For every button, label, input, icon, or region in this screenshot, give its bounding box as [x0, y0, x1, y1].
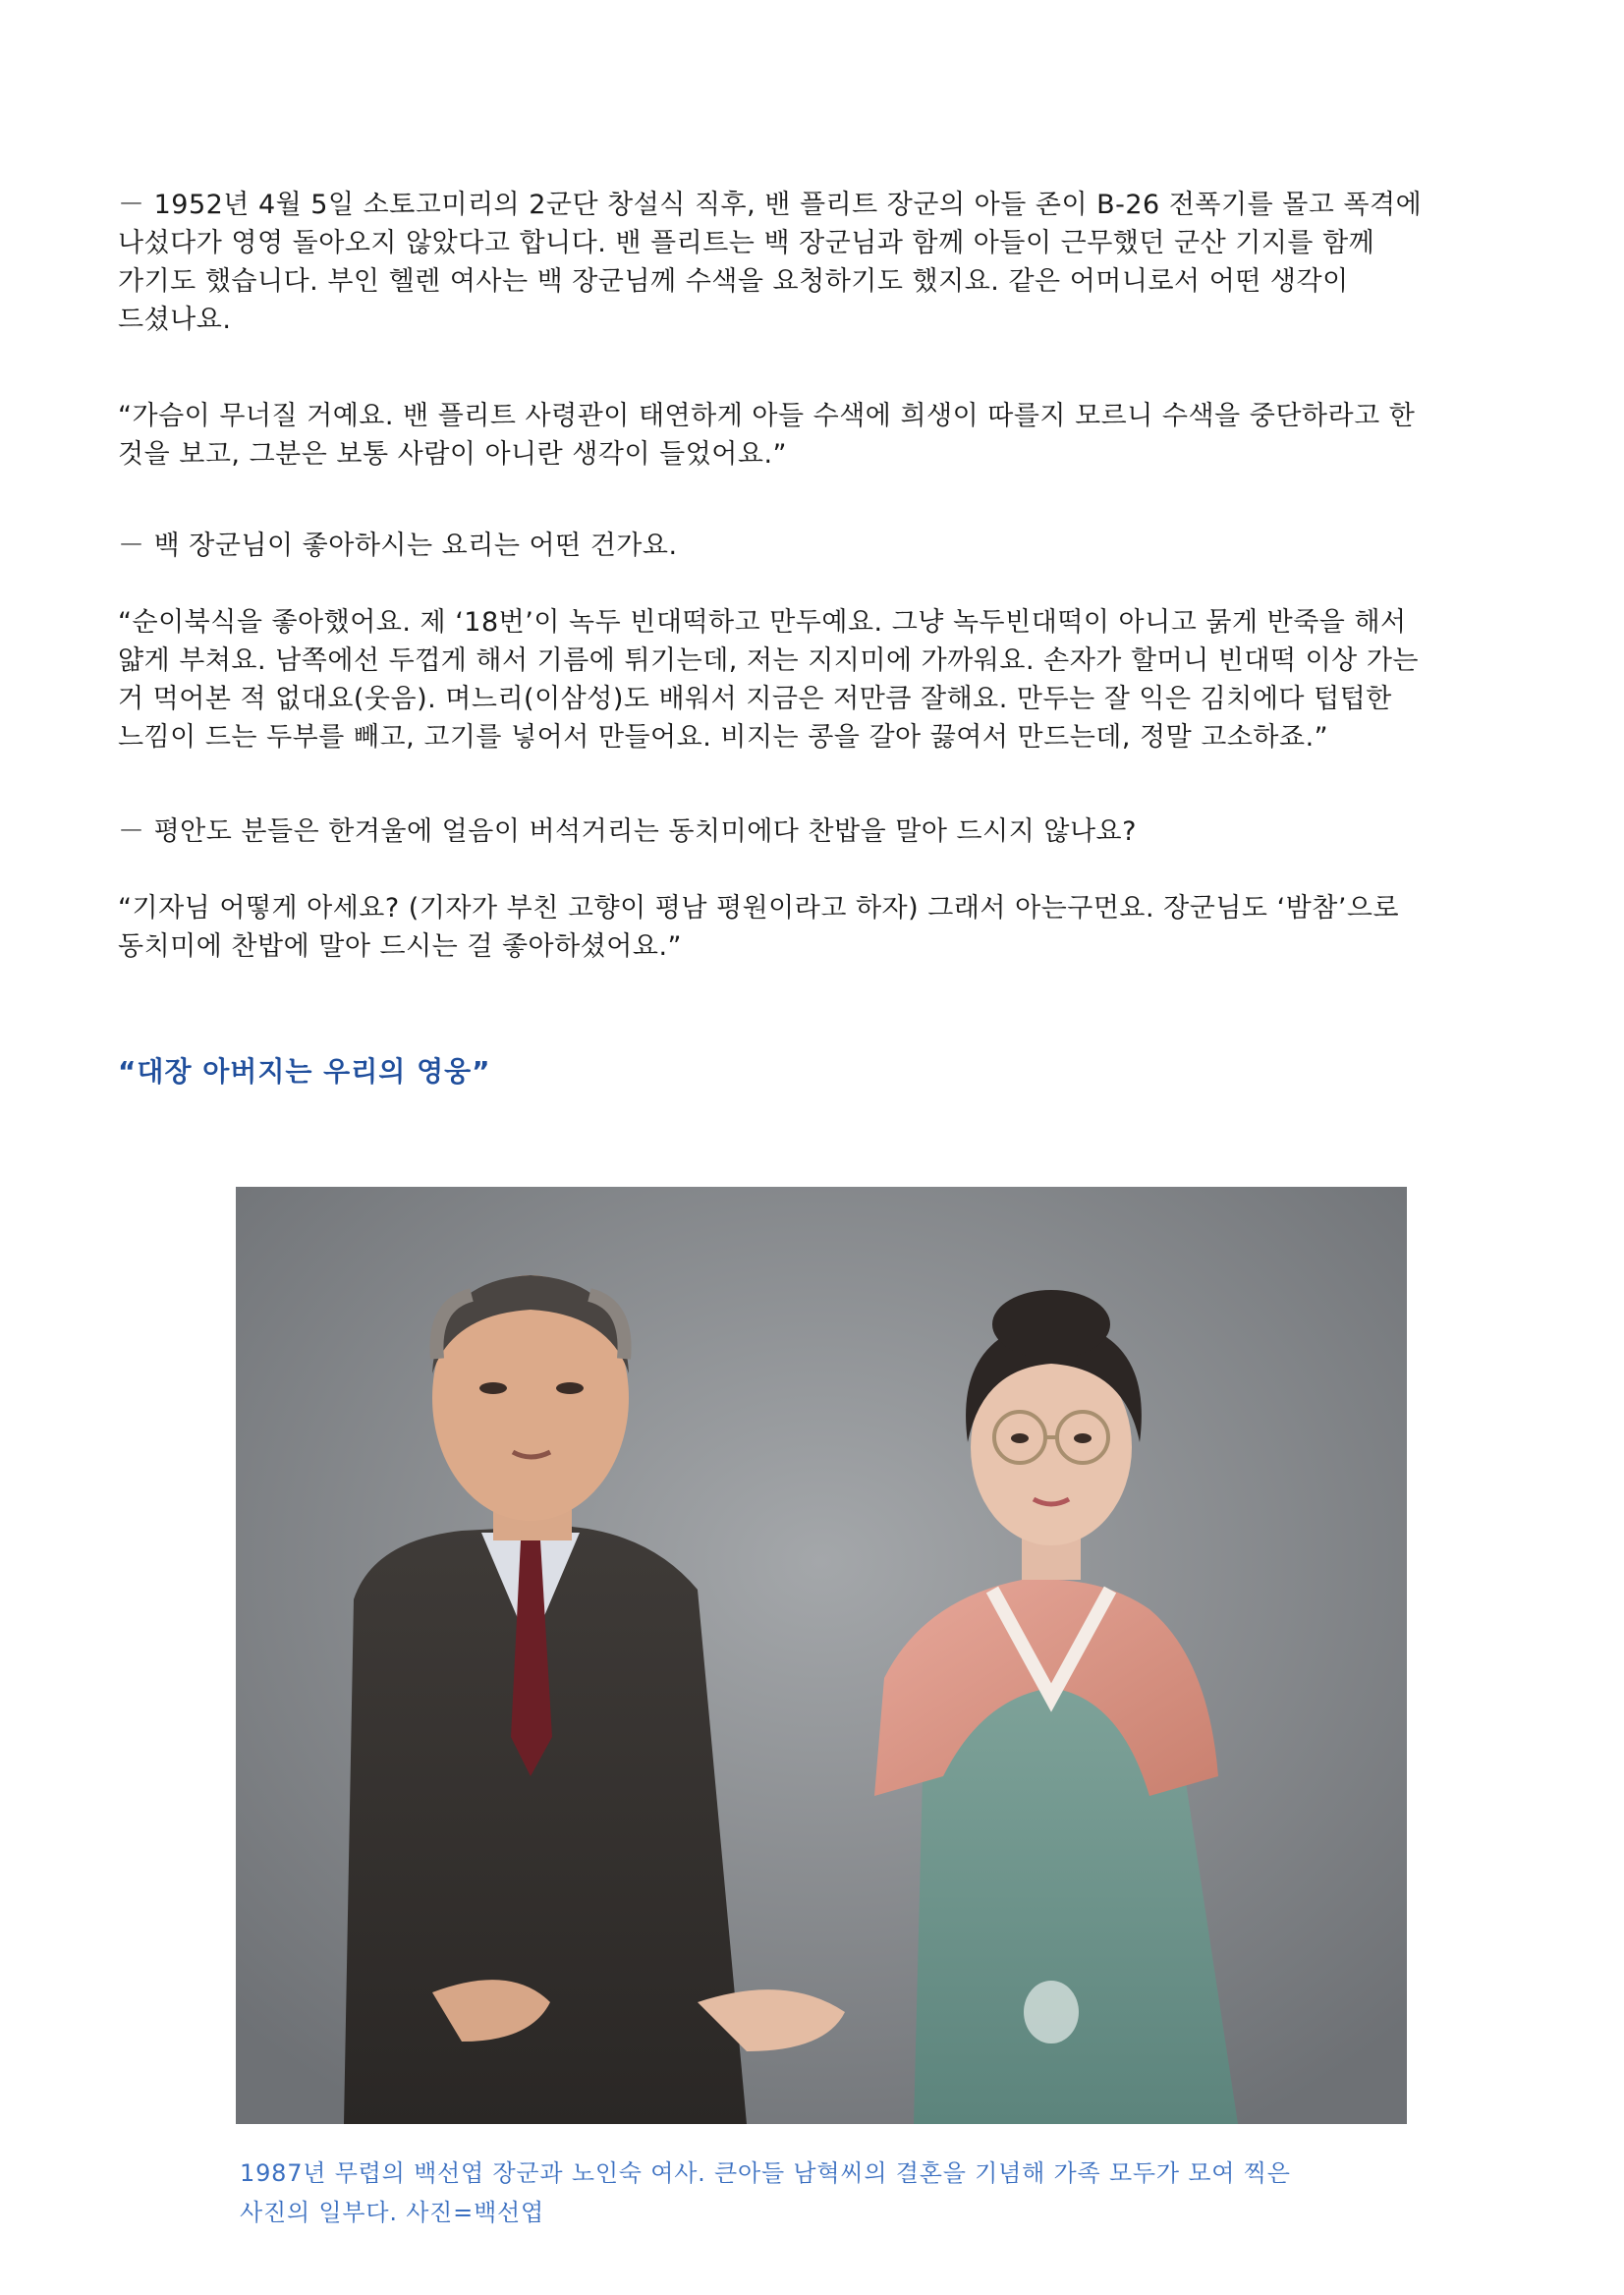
text-line: － 1952년 4월 5일 소토고미리의 2군단 창설식 직후, 밴 플리트 장군의 아들 존이 B-26 전폭기를 몰고 폭격에 [118, 190, 1423, 220]
portrait-illustration [236, 1187, 1407, 2124]
text-line: 나섰다가 영영 돌아오지 않았다고 합니다. 밴 플리트는 백 장군님과 함께 아들이 근무했던 군산 기지를 함께 [118, 228, 1375, 258]
text-line: － 평안도 분들은 한겨울에 얼음이 버석거리는 동치미에다 찬밥을 말아 드시지 않나요? [118, 816, 1137, 847]
couple-portrait-photo [236, 1187, 1407, 2124]
text-line: 드셨나요. [118, 305, 232, 335]
section-heading: “대장 아버지는 우리의 영웅” [118, 1055, 491, 1088]
text-line: “기자님 어떻게 아세요? (기자가 부친 고향이 평남 평원이라고 하자) 그래서 아는구먼요. 장군님도 ‘밤참’으로 [118, 893, 1400, 924]
text-line: － 백 장군님이 좋아하시는 요리는 어떤 건가요. [118, 531, 678, 561]
text-line: 느낌이 드는 두부를 빼고, 고기를 넣어서 만들어요. 비지는 콩을 갈아 끓여서 만드는데, 정말 고소하죠.” [118, 722, 1329, 753]
text-line: 얇게 부쳐요. 남쪽에선 두껍게 해서 기름에 튀기는데, 저는 지지미에 가까워요. 손자가 할머니 빈대떡 이상 가는 [118, 645, 1420, 676]
photo-caption [240, 2154, 1419, 2232]
question-paragraph-3 [118, 812, 1513, 851]
answer-paragraph-1 [118, 397, 1513, 474]
text-line: 가기도 했습니다. 부인 헬렌 여사는 백 장군님께 수색을 요청하기도 했지요. 같은 어머니로서 어떤 생각이 [118, 266, 1349, 297]
caption-line: 사진의 일부다. 사진=백선엽 [240, 2199, 545, 2226]
answer-paragraph-3 [118, 889, 1513, 966]
text-line: 동치미에 찬밥에 말아 드시는 걸 좋아하셨어요.” [118, 931, 683, 962]
text-line: “가슴이 무너질 거예요. 밴 플리트 사령관이 태연하게 아들 수색에 희생이 따를지 모르니 수색을 중단하라고 한 [118, 401, 1416, 431]
question-paragraph-2 [118, 527, 1513, 565]
caption-line: 1987년 무렵의 백선엽 장군과 노인숙 여사. 큰아들 남혁씨의 결혼을 기념해 가족 모두가 모여 찍은 [240, 2159, 1291, 2187]
text-line: 것을 보고, 그분은 보통 사람이 아니란 생각이 들었어요.” [118, 439, 788, 470]
answer-paragraph-2 [118, 603, 1513, 756]
question-paragraph-1 [118, 186, 1513, 339]
text-line: “순이북식을 좋아했어요. 제 ‘18번’이 녹두 빈대떡하고 만두예요. 그냥 녹두빈대떡이 아니고 묽게 반죽을 해서 [118, 607, 1407, 638]
text-line: 거 먹어본 적 없대요(웃음). 며느리(이삼성)도 배워서 지금은 저만큼 잘해요. 만두는 잘 익은 김치에다 텁텁한 [118, 684, 1392, 714]
